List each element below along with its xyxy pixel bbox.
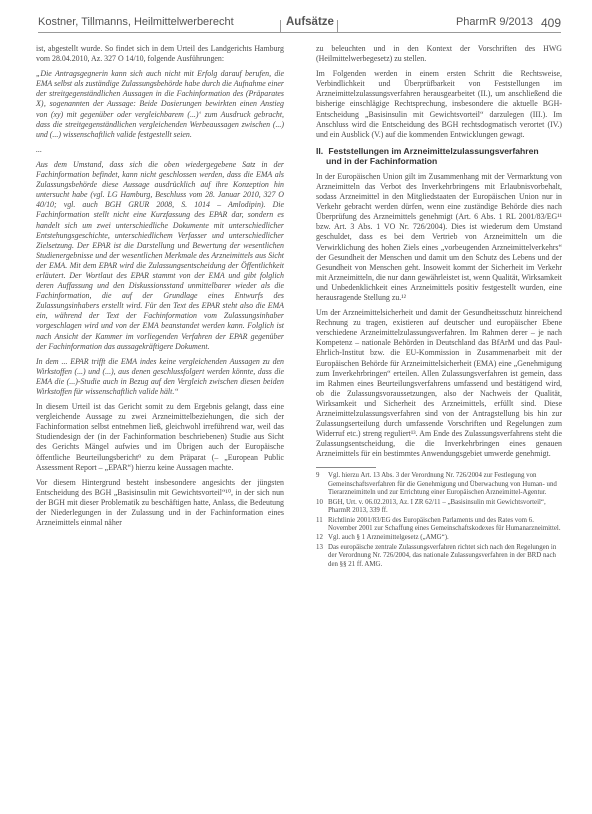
quote-ellipsis: ... [36, 144, 42, 154]
court-quote: In dem ... EPAR trifft die EMA indes keine vergleichenden Aussagen zu den Wirkstoffen (...) und (...), aus denen geschlussfolgert werden könnte, dass die EMA die (...)-Studie auch in Bezug auf den Vergleich zwischen diesen beiden Wirkstoffen für wissenschaftlich valide hält.“ [36, 356, 284, 396]
section-title-line1: Feststellungen im Arzneimittelzulassungsverfahren [328, 145, 539, 156]
page-number: 409 [540, 16, 561, 30]
footnote [316, 517, 562, 534]
header-divider-left [280, 20, 281, 32]
footnote [316, 534, 562, 542]
paragraph: Im Folgenden werden in einem ersten Schritt die Rechtsweise, Verbindlichkeit und Überprüfbarkeit von Feststellungen im Arzneimittelzulassungsverfahren herausgearbeitet (II.), um anschließend die bisherige einschlägige Rechtsprechung, insbesondere die aktuelle BGH-Entscheidung „Basisinsulin mit Gewichtsvorteil“ darzulegen (III.). Im Anschluss wird die Entscheidung des BGH rechtsdogmatisch verortet (IV.) und ein Ausblick (V.) auf die kommenden Entwicklungen gewagt. [316, 69, 562, 139]
section-title-line2: und in der Fachinformation [326, 156, 438, 167]
paragraph: In der Europäischen Union gilt im Zusammenhang mit der Vermarktung von Arzneimitteln das Verbot des Inverkehrbringens mit Erlaubnisvorbehalt, sodass Arzneimittel in den Mitgliedstaaten der Europäischen Union nur in Verkehr gebracht werden dürfen, wenn eine zuständige Behörde dies nach Überprüfung des Arzneimittels genehmigt (Art. 6 Abs. 1 RL 2001/83/EG¹¹ bzw. Art. 3 Abs. 1 VO Nr. 726/2004). Dies ist wiederum dem Umstand geschuldet, dass es bei dem Vertrieb von Arzneimitteln um die Verwirklichung des hohen Ziels eines „vorbeugenden Arzneimittelverkehrs“ der Gesundheit der Menschen und damit um den Schutz des Lebens und der Gesundheit von Menschen geht. Insoweit kommt der Sicherheit im Verkehr mit Arzneimitteln, die nur dann gewährleistet ist, wenn Qualität, Wirksamkeit und Unbedenklichkeit eines Arzneimittels positiv festgestellt wurden, eine herausragende Stellung zu.¹² [316, 171, 562, 302]
footnote-number: 11 [316, 516, 323, 524]
header-rule [38, 32, 561, 33]
journal-issue: PharmR 9/2013 [455, 16, 533, 28]
paragraph: ist, abgestellt wurde. So findet sich in dem Urteil des Landgerichts Hamburg vom 28.04.2010, Az. 327 O 14/10, folgende Ausführungen: [36, 44, 284, 64]
footnote [316, 499, 562, 516]
footnote-number: 12 [316, 534, 323, 542]
page-header [38, 14, 561, 34]
section-label: Aufsätze [286, 16, 334, 28]
header-divider-right [337, 20, 338, 32]
paragraph: zu beleuchten und in den Kontext der Vorschriften des HWG (Heilmittelwerbegesetz) zu stellen. [316, 44, 562, 64]
court-quote: Aus dem Umstand, dass sich die oben wiedergegebene Satz in der Fachinformation befindet, kann nicht geschlossen werden, dass die EMA als Zulassungsbehörde diese Aussage ausdrücklich auf ihre Konzeption hin untersucht habe (vgl. LG Hamburg, Beschluss vom 28. Januar 2010, 327 O 40/10; vgl. auch BGH GRUR 2008, S. 1014 – Amlodipin). Die Fachinformation stellt nicht eine Kurzfassung des EPAR dar, sondern es handelt sich um zwei unterschiedliche Dokumente mit unterschiedlicher Entstehungsgeschichte, unterschiedlichem Verfasser und unterschiedlicher Zielsetzung. Der EPAR ist die Darstellung und Bewertung der wesentlichen Studienergebnisse und der wesentlichen Merkmale des Arzneimittels aus Sicht der EMA. Mit dem EPAR wird die Zulassungsentscheidung der Öffentlichkeit erläutert. Der Wortlaut des EPAR stammt von der EMA und gibt folglich deren Auffassung und den Diskussionsstand unmittelbarer wieder als die Fachinformation, die auf der Grundlage eines Entwurfs des Zulassungsinhabers erstellt wird. Für den Text des EPAR steht also die EMA ein, während der Text der Fachinformation vom Zulassungsinhaber vorgeschlagen wird und von der EMA beanstandet werden kann. Folglich ist nach Ansicht der Kammer im vorliegenden Verfahren der EPAR gegenüber der Fachinformation das aussagekräftigere Dokument. [36, 159, 284, 351]
left-column [36, 44, 284, 533]
paragraph: In diesem Urteil ist das Gericht somit zu dem Ergebnis gelangt, dass eine vergleichende Aussage zu zwei Arzneimittelbeziehungen, die sich der Fachinformation selbst entnehmen ließ, gleichwohl irreführend war, weil das Studiendesign der (in der Fachinformation beschriebenen) Studie aus Sicht des Gerichts Mängel aufwies und im Übrigen auch der Europäische öffentliche Beurteilungsbericht⁹ zu dem Präparat (– „European Public Assessment Report – „EPAR“) hierzu keine Aussagen machte. [36, 402, 284, 472]
footnote-number: 10 [316, 498, 323, 506]
section-number: II. [316, 145, 324, 156]
footnote-number: 9 [316, 472, 320, 480]
court-quote: „Die Antragsgegnerin kann sich auch nicht mit Erfolg darauf berufen, die EMA selbst als zuständige Zulassungsbehörde habe durch die Aufnahme einer der streitgegenständlichen Aussagen in die Fachinformation des (Präparates X)‚ sogenannten der Aussage: Beide Dosierungen bewirkten einen Anstieg von (xy) mit gegenüber oder vergleichbarem (...)‘ zum Ausdruck gebracht, dass die streitgegenständlichen vergleichenden Werbeaussagen zwischen (...) und (...) wissenschaftlich valide festgestellt seien. [36, 69, 284, 139]
paragraph: Vor diesem Hintergrund besteht insbesondere angesichts der jüngsten Entscheidung des BGH „Basisinsulin mit Gewichtsvorteil“¹⁰, in der sich nun der BGH mit dieser Problematik zu beschäftigen hatte, Anlass, die Bedeutung der Niederlegungen in der Zulassung und in der Fachinformation eines Arzneimittels einmal näher [36, 477, 284, 528]
right-column [316, 44, 562, 570]
footnote-text: Vgl. hierzu Art. 13 Abs. 3 der Verordnung Nr. 726/2004 zur Festlegung von Gemeinschaftsverfahren für die Genehmigung und Überwachung von Human- und Tierarzneimitteln und zur Errichtung einer Europäischen Arzneimittel-Agentur. [328, 472, 557, 497]
footnote [316, 472, 562, 497]
footnote [316, 544, 562, 569]
footnote-rule [316, 467, 376, 468]
paragraph: Um der Arzneimittelsicherheit und damit der Gesundheitsschutz hinreichend Rechnung zu tragen, existieren auf deutscher und europäischer Ebene verschiedene Arzneimittelzulassungsverfahren. Im Rahmen derer – je nach Kompetenz – nationale Behörden in Deutschland das BfArM und das Paul-Ehrlich-Institut bzw. die EU-Kommission in Zusammenarbeit mit der Europäischen Behörde für Arzneimittelsicherheit (EMA) eine „Genehmigung zum Inverkehrbringen“ erteilen. Allen Zulassungsverfahren ist gemein, dass im Rahmen eines Beurteilungsverfahrens umfassend und bestätigend wird, ob die Zulassungsvoraussetzungen, also der Nachweis der Qualität, Wirksamkeit und Sicherheit des Arzneimittels, erfüllt sind. Diese Arzneimittelzulassungsverfahren sind von der Antragstellung bis hin zur Zulassungserteilung durch umfassende Vorschriften und Regelungen zum Widerruf etc.) streng reguliert¹³. Am Ende des Zulassungsverfahrens steht die Zulassungsentscheidung, die die Inverkehrbringen eines genauen Arzneimittels für ein bestimmtes Anwendungsgebiet umwerde genehmigt. [316, 308, 562, 459]
footnote-text: Richtlinie 2001/83/EG des Europäischen Parlaments und des Rates vom 6. November 2001 zur Schaffung eines Gemeinschaftskodexes für Humanarzneimittel. [328, 516, 561, 532]
section-heading [316, 146, 562, 167]
running-head-authors: Kostner, Tillmanns, Heilmittelwerberecht [38, 16, 234, 28]
footnote-text: BGH, Urt. v. 06.02.2013, Az. I ZR 62/11 – „Basisinsulin mit Gewichtsvorteil“, PharmR 2013, 339 ff. [328, 498, 546, 515]
footnote-text: Das europäische zentrale Zulassungsverfahren richtet sich nach den Regelungen in der Verordnung Nr. 726/2004, das nationale Zulassungsverfahren in der BRD nach den §§ 21 ff. AMG. [328, 543, 557, 568]
footnote-number: 13 [316, 543, 323, 551]
footnote-text: Vgl. auch § 1 Arzneimittelgesetz („AMG“). [328, 534, 449, 542]
